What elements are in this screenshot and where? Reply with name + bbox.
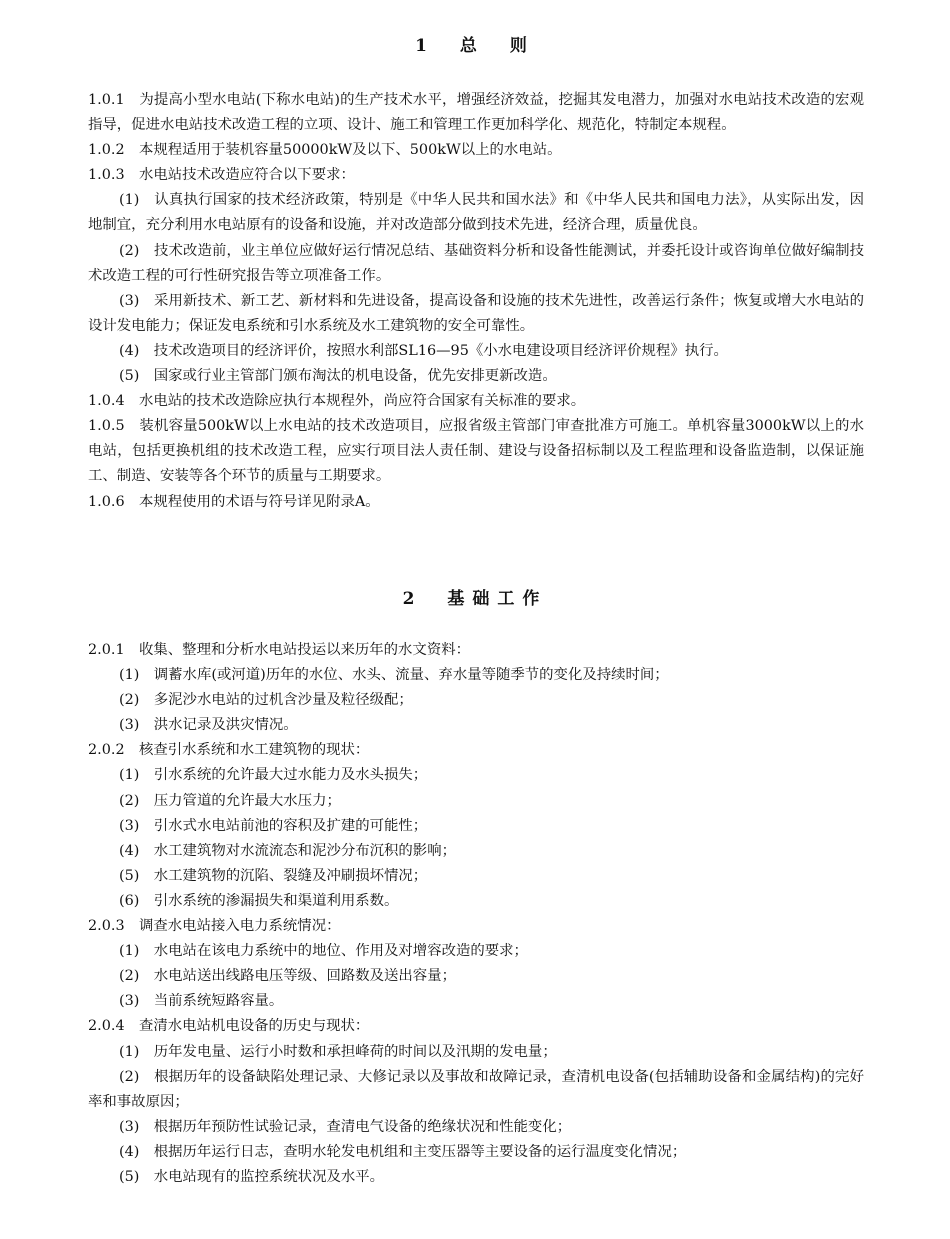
clause-2-0-4-item: (3) 根据历年预防性试验记录，查清电气设备的绝缘状况和性能变化； [119, 1118, 572, 1135]
clause-2-0-3: 2.0.3 调查水电站接入电力系统情况： [88, 918, 341, 935]
clause-2-0-3-item: (1) 水电站在该电力系统中的地位、作用及对增容改造的要求； [119, 943, 528, 960]
clause-1-0-3-item: (3) 采用新技术、新工艺、新材料和先进设备，提高设备和设施的技术先进性，改善运行条件；恢复或增大水电站的设计发电能力；保证发电系统和引水系统及水工建筑物的安全可靠性。 [88, 292, 864, 334]
clause-2-0-2-item: (3) 引水式水电站前池的容积及扩建的可能性； [119, 817, 428, 834]
clause-2-0-4-item: (2) 根据历年的设备缺陷处理记录、大修记录以及事故和故障记录，查清机电设备(包括辅助设备和金属结构)的完好率和事故原因； [88, 1068, 864, 1110]
clause-1-0-6: 1.0.6 本规程使用的术语与符号详见附录A。 [88, 493, 380, 510]
clause-1-0-1: 1.0.1 为提高小型水电站(下称水电站)的生产技术水平，增强经济效益，挖掘其发电潜力，加强对水电站技术改造的宏观指导，促进水电站技术改造工程的立项、设计、施工和管理工作更加科学化、规范化，特制定本规程。 [88, 92, 864, 134]
clause-2-0-4-item: (4) 根据历年运行日志，查明水轮发电机组和主变压器等主要设备的运行温度变化情况； [119, 1143, 687, 1160]
clause-2-0-3-item: (2) 水电站送出线路电压等级、回路数及送出容量； [119, 968, 456, 985]
clause-2-0-2-item: (4) 水工建筑物对水流流态和泥沙分布沉积的影响； [119, 842, 456, 859]
clause-2-0-1-item: (1) 调蓄水库(或河道)历年的水位、水头、流量、弃水量等随季节的变化及持续时间； [119, 667, 669, 684]
clause-2-0-2-item: (2) 压力管道的允许最大水压力； [119, 792, 341, 809]
clause-1-0-3-item: (2) 技术改造前，业主单位应做好运行情况总结、基础资料分析和设备性能测试，并委托设计或咨询单位做好编制技术改造工程的可行性研究报告等立项准备工作。 [88, 242, 864, 284]
clause-1-0-3-item: (5) 国家或行业主管部门颁布淘汰的机电设备，优先安排更新改造。 [119, 368, 557, 385]
clause-2-0-1: 2.0.1 收集、整理和分析水电站投运以来历年的水文资料： [88, 642, 470, 658]
section-2-title: 2 基础工作 [402, 589, 548, 609]
clause-2-0-2-item: (1) 引水系统的允许最大过水能力及水头损失； [119, 767, 428, 784]
clause-2-0-2-item: (6) 引水系统的渗漏损失和渠道利用系数。 [119, 892, 399, 909]
clause-2-0-2-item: (5) 水工建筑物的沉陷、裂缝及冲刷损坏情况； [119, 867, 428, 884]
clause-1-0-3-item: (1) 认真执行国家的技术经济政策，特别是《中华人民共和国水法》和《中华人民共和国电力法》，从实际出发，因地制宜，充分利用水电站原有的设备和设施，并对改造部分做到技术先进，经济合理，质量优良。 [88, 192, 864, 234]
section-2-body [88, 638, 864, 1190]
clause-2-0-3-item: (3) 当前系统短路容量。 [119, 993, 284, 1010]
clause-1-0-2: 1.0.2 本规程适用于装机容量50000kW及以下、500kW以上的水电站。 [88, 142, 562, 159]
section-1-body [88, 88, 864, 515]
clause-2-0-2: 2.0.2 核查引水系统和水工建筑物的现状： [88, 742, 370, 759]
clause-1-0-4: 1.0.4 水电站的技术改造除应执行本规程外，尚应符合国家有关标准的要求。 [88, 393, 586, 410]
clause-1-0-5: 1.0.5 装机容量500kW以上水电站的技术改造项目，应报省级主管部门审查批准方可施工。单机容量3000kW以上的水电站，包括更换机组的技术改造工程，应实行项目法人责任制、建设与设备招标制以及工程监理和设备监造制，以保证施工、制造、安装等各个环节的质量与工期要求。 [88, 418, 864, 485]
clause-1-0-3: 1.0.3 水电站技术改造应符合以下要求： [88, 167, 355, 184]
clause-2-0-1-item: (3) 洪水记录及洪灾情况。 [119, 717, 298, 734]
clause-2-0-4: 2.0.4 查清水电站机电设备的历史与现状： [88, 1018, 370, 1035]
section-1-title: 1 总 则 [415, 36, 535, 56]
clause-2-0-4-item: (5) 水电站现有的监控系统状况及水平。 [119, 1168, 385, 1185]
clause-1-0-3-item: (4) 技术改造项目的经济评价，按照水利部SL16—95《小水电建设项目经济评价规程》执行。 [119, 342, 728, 359]
clause-2-0-4-item: (1) 历年发电量、运行小时数和承担峰荷的时间以及汛期的发电量； [119, 1043, 557, 1060]
clause-2-0-1-item: (2) 多泥沙水电站的过机含沙量及粒径级配； [119, 692, 413, 709]
